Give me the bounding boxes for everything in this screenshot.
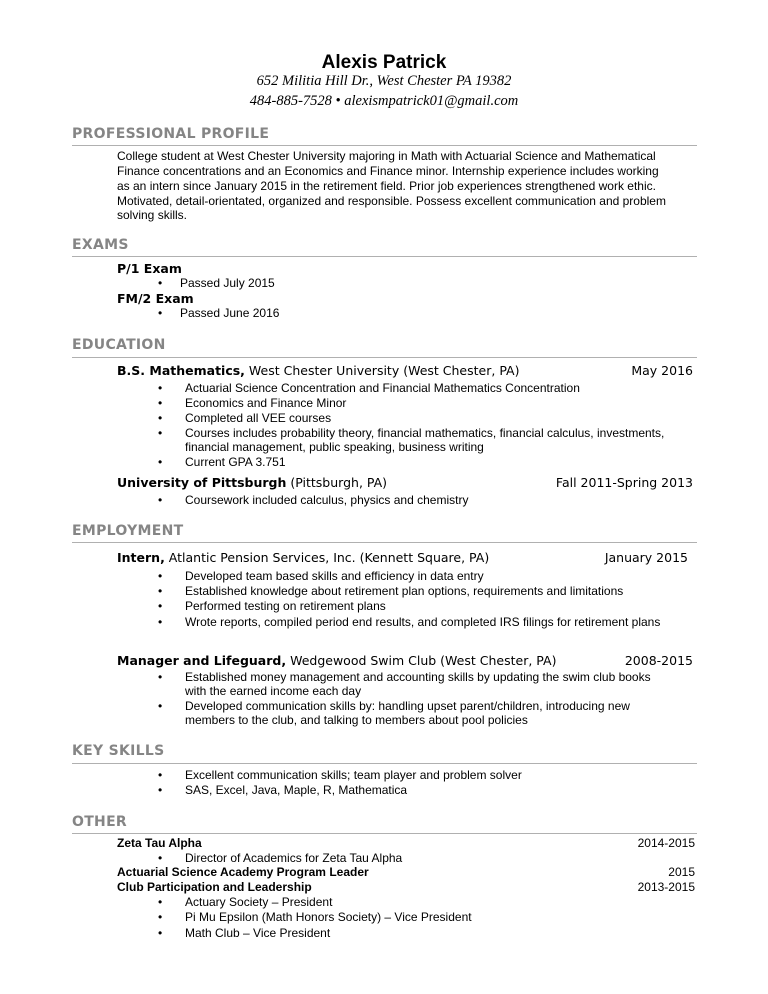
bullet-icon: • bbox=[158, 396, 163, 410]
exam-detail: Passed July 2015 bbox=[180, 276, 275, 290]
location: (Pittsburgh, PA) bbox=[286, 475, 388, 490]
bullet-text: Director of Academics for Zeta Tau Alpha bbox=[185, 851, 403, 865]
profile-line: College student at West Chester University majoring in Math with Actuarial Science and Mathematical bbox=[117, 149, 656, 163]
bullet-icon: • bbox=[158, 768, 163, 782]
candidate-name: Alexis Patrick bbox=[321, 52, 447, 73]
bullet-text: Current GPA 3.751 bbox=[185, 455, 286, 469]
bullet-text: Excellent communication skills; team player and problem solver bbox=[185, 768, 522, 782]
activity-title: Club Participation and Leadership bbox=[117, 880, 312, 894]
bullet-text: Coursework included calculus, physics and chemistry bbox=[185, 493, 469, 507]
bullet-icon: • bbox=[158, 455, 163, 469]
job-title: Intern, bbox=[117, 550, 165, 565]
section-heading-education: EDUCATION bbox=[72, 337, 166, 353]
activity-title: Zeta Tau Alpha bbox=[117, 836, 202, 850]
education-entry-title bbox=[117, 363, 519, 378]
school: West Chester University (West Chester, PA) bbox=[244, 363, 520, 378]
section-heading-employment: EMPLOYMENT bbox=[72, 523, 184, 539]
bullet-text: members to the club, and talking to members about pool policies bbox=[185, 713, 528, 727]
bullet-icon: • bbox=[158, 895, 163, 909]
bullet-icon: • bbox=[158, 783, 163, 797]
exam-title: P/1 Exam bbox=[117, 261, 182, 276]
school: University of Pittsburgh bbox=[117, 475, 287, 490]
bullet-text: Established money management and accounting skills by updating the swim club books bbox=[185, 670, 651, 684]
divider bbox=[72, 763, 697, 764]
bullet-icon: • bbox=[158, 670, 163, 684]
bullet-text: financial management, public speaking, business writing bbox=[185, 440, 484, 454]
job-title: Manager and Lifeguard, bbox=[117, 653, 287, 668]
employer: Wedgewood Swim Club (West Chester, PA) bbox=[286, 653, 557, 668]
job-title-line bbox=[117, 550, 489, 565]
profile-line: as an intern since January 2015 in the retirement field. Prior job experiences strengthened work ethic. bbox=[117, 179, 656, 193]
bullet-text: Performed testing on retirement plans bbox=[185, 599, 386, 613]
bullet-text: Actuarial Science Concentration and Financial Mathematics Concentration bbox=[185, 381, 580, 395]
bullet-icon: • bbox=[158, 910, 163, 924]
entry-date: 2015 bbox=[668, 865, 695, 879]
degree: B.S. Mathematics, bbox=[117, 363, 245, 378]
section-heading-skills: KEY SKILLS bbox=[72, 743, 165, 759]
divider bbox=[72, 256, 697, 257]
bullet-text: Economics and Finance Minor bbox=[185, 396, 347, 410]
divider bbox=[72, 145, 697, 146]
section-heading-exams: EXAMS bbox=[72, 237, 129, 253]
bullet-text: Completed all VEE courses bbox=[185, 411, 332, 425]
section-heading-profile: PROFESSIONAL PROFILE bbox=[72, 126, 270, 142]
bullet-icon: • bbox=[158, 584, 163, 598]
bullet-icon: • bbox=[158, 493, 163, 507]
entry-date: May 2016 bbox=[631, 363, 693, 378]
bullet-text: Math Club – Vice President bbox=[185, 926, 331, 940]
bullet-icon: • bbox=[158, 381, 163, 395]
exam-detail: Passed June 2016 bbox=[180, 306, 280, 320]
exam-title: FM/2 Exam bbox=[117, 291, 194, 306]
bullet-icon: • bbox=[158, 699, 163, 713]
bullet-text: Courses includes probability theory, financial mathematics, financial calculus, investments, bbox=[185, 426, 665, 440]
bullet-icon: • bbox=[158, 426, 163, 440]
section-heading-other: OTHER bbox=[72, 814, 128, 830]
bullet-text: Pi Mu Epsilon (Math Honors Society) – Vice President bbox=[185, 910, 472, 924]
entry-date: January 2015 bbox=[604, 550, 688, 565]
profile-line: solving skills. bbox=[117, 208, 188, 222]
education-entry-title bbox=[117, 475, 387, 490]
contact-info: 484-885-7528 • alexismpatrick01@gmail.com bbox=[249, 93, 519, 109]
bullet-text: Wrote reports, compiled period end results, and completed IRS filings for retirement plans bbox=[185, 615, 661, 629]
activity-title: Actuarial Science Academy Program Leader bbox=[117, 865, 369, 879]
divider bbox=[72, 542, 697, 543]
bullet-text: Developed communication skills by: handling upset parent/children, introducing new bbox=[185, 699, 630, 713]
bullet-icon: • bbox=[158, 615, 163, 629]
bullet-icon: • bbox=[158, 569, 163, 583]
bullet-icon: • bbox=[158, 276, 163, 290]
profile-line: Finance concentrations and an Economics and Finance minor. Internship experience includes working bbox=[117, 164, 659, 178]
entry-date: 2008-2015 bbox=[624, 653, 693, 668]
bullet-icon: • bbox=[158, 306, 163, 320]
employer: Atlantic Pension Services, Inc. (Kennett Square, PA) bbox=[164, 550, 490, 565]
bullet-icon: • bbox=[158, 851, 163, 865]
entry-date: 2013-2015 bbox=[637, 880, 695, 894]
bullet-text: Developed team based skills and efficiency in data entry bbox=[185, 569, 484, 583]
bullet-text: with the earned income each day bbox=[185, 684, 362, 698]
divider bbox=[72, 357, 697, 358]
profile-line: Motivated, detail-orientated, organized and responsible. Possess excellent communication and problem bbox=[117, 194, 666, 208]
bullet-text: Established knowledge about retirement plan options, requirements and limitations bbox=[185, 584, 624, 598]
entry-date: Fall 2011-Spring 2013 bbox=[555, 475, 693, 490]
bullet-text: SAS, Excel, Java, Maple, R, Mathematica bbox=[185, 783, 408, 797]
address: 652 Militia Hill Dr., West Chester PA 19382 bbox=[256, 73, 512, 89]
bullet-icon: • bbox=[158, 926, 163, 940]
job-title-line bbox=[117, 653, 556, 668]
bullet-text: Actuary Society – President bbox=[185, 895, 333, 909]
bullet-icon: • bbox=[158, 599, 163, 613]
bullet-icon: • bbox=[158, 411, 163, 425]
entry-date: 2014-2015 bbox=[637, 836, 695, 850]
divider bbox=[72, 833, 697, 834]
